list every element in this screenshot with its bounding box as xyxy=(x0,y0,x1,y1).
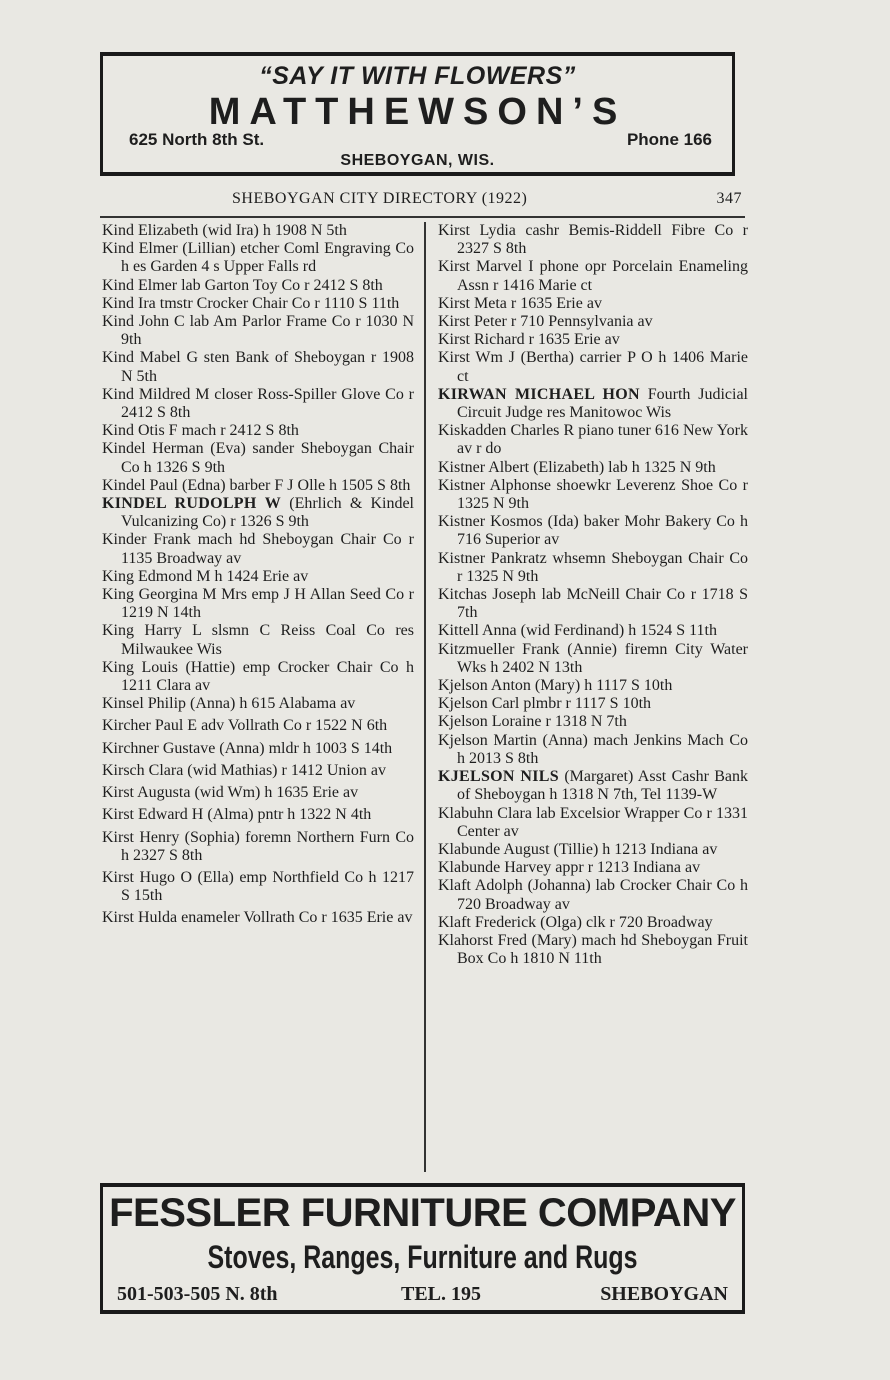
directory-entry xyxy=(102,622,414,658)
column-divider xyxy=(424,222,426,1172)
directory-entry xyxy=(438,258,748,294)
directory-entry xyxy=(102,277,414,295)
directory-entry xyxy=(102,313,414,349)
entry-text: Klahorst Fred (Mary) mach hd Sheboygan Fruit Box Co h 1810 N 11th xyxy=(438,931,748,968)
directory-entry xyxy=(438,859,748,877)
entry-text: Kittell Anna (wid Ferdinand) h 1524 S 11th xyxy=(438,622,717,640)
bottom-advertisement xyxy=(100,1183,745,1314)
directory-entry xyxy=(438,805,748,841)
entry-text: Kinder Frank mach hd Sheboygan Chair Co r 1135 Broadway av xyxy=(102,531,414,567)
directory-entry xyxy=(438,677,748,695)
directory-entry xyxy=(102,477,414,495)
entry-text: Kjelson Loraine r 1318 N 7th xyxy=(438,713,627,731)
directory-entry xyxy=(102,659,414,695)
entry-text: Kirst Hugo O (Ella) emp Northfield Co h 1217 S 15th xyxy=(102,868,414,905)
entry-text: Kirchner Gustave (Anna) mldr h 1003 S 14th xyxy=(102,739,393,757)
entry-text: Fourth Judicial Circuit Judge res Manitowoc Wis xyxy=(457,385,748,422)
entry-text: Kirst Richard r 1635 Erie av xyxy=(438,331,620,349)
directory-entry xyxy=(438,713,748,731)
directory-entry xyxy=(438,295,748,313)
right-column xyxy=(438,222,748,968)
entry-text: Kistner Albert (Elizabeth) lab h 1325 N 9th xyxy=(438,458,716,476)
entry-text: Kirst Meta r 1635 Erie av xyxy=(438,294,602,312)
entry-text: Kind Ira tmstr Crocker Chair Co r 1110 S 11th xyxy=(102,294,400,312)
ad-address: 625 North 8th St. xyxy=(129,130,265,149)
directory-entry xyxy=(102,440,414,476)
ad-company-name: FESSLER FURNITURE COMPANY xyxy=(109,1191,736,1235)
directory-entry xyxy=(438,932,748,968)
entry-text: Kirst Hulda enameler Vollrath Co r 1635 Erie av xyxy=(102,909,413,927)
directory-entry xyxy=(102,386,414,422)
entry-text: Kind John C lab Am Parlor Frame Co r 1030 N 9th xyxy=(102,313,414,349)
directory-entry xyxy=(102,762,414,780)
directory-entry xyxy=(438,513,748,549)
entry-text: (Margaret) Asst Cashr Bank of Sheboygan h 1318 N 7th, Tel 1139-W xyxy=(457,768,749,804)
entry-text: King Edmond M h 1424 Erie av xyxy=(102,567,309,585)
directory-entry xyxy=(102,349,414,385)
directory-entry xyxy=(438,732,748,768)
entry-text: Kirst Lydia cashr Bemis-Riddell Fibre Co r 2327 S 8th xyxy=(438,222,748,258)
directory-entry xyxy=(438,331,748,349)
entry-text: King Harry L slsmn C Reiss Coal Co res Milwaukee Wis xyxy=(102,622,414,658)
directory-entry xyxy=(102,495,414,531)
ad-city: SHEBOYGAN, WIS. xyxy=(340,152,495,169)
entry-text: (Ehrlich & Kindel Vulcanizing Co) r 1326 S 9th xyxy=(121,495,414,531)
entry-text: Kind Elizabeth (wid Ira) h 1908 N 5th xyxy=(102,222,347,239)
directory-entry xyxy=(102,740,414,758)
directory-entry xyxy=(438,349,748,385)
entry-text: Kirst Marvel I phone opr Porcelain Enameling Assn r 1416 Marie ct xyxy=(438,258,748,294)
top-advertisement xyxy=(100,52,735,176)
entry-text: Klabunde Harvey appr r 1213 Indiana av xyxy=(438,859,701,877)
entry-text: Klaft Frederick (Olga) clk r 720 Broadway xyxy=(438,913,713,931)
directory-entry xyxy=(438,422,748,458)
entry-text: Kirst Peter r 710 Pennsylvania av xyxy=(438,313,653,331)
directory-entry xyxy=(102,222,414,240)
directory-entry xyxy=(438,877,748,913)
directory-entry xyxy=(102,295,414,313)
directory-entry xyxy=(102,531,414,567)
left-column xyxy=(102,222,414,928)
entry-text: Kind Elmer lab Garton Toy Co r 2412 S 8th xyxy=(102,276,383,294)
ad-slogan: “SAY IT WITH FLOWERS” xyxy=(259,62,576,90)
directory-entry xyxy=(438,914,748,932)
entry-text: Kirst Henry (Sophia) foremn Northern Furn Co h 2327 S 8th xyxy=(102,828,414,864)
directory-entry xyxy=(102,784,414,802)
entry-text: Kiskadden Charles R piano tuner 616 New York av r do xyxy=(438,422,748,458)
directory-title: SHEBOYGAN CITY DIRECTORY (1922) xyxy=(232,190,528,207)
ad-products: Stoves, Ranges, Furniture and Rugs xyxy=(207,1239,638,1275)
directory-entry xyxy=(102,909,414,927)
directory-entry xyxy=(438,768,748,804)
entry-text: Kistner Kosmos (Ida) baker Mohr Bakery Co h 716 Superior av xyxy=(438,513,748,549)
ad-phone: Phone 166 xyxy=(626,130,712,149)
ad-city: SHEBOYGAN xyxy=(600,1283,728,1305)
entry-bold-name: KIRWAN MICHAEL HON xyxy=(438,385,640,403)
directory-entry xyxy=(438,550,748,586)
directory-entry xyxy=(438,386,748,422)
entry-text: Klaft Adolph (Johanna) lab Crocker Chair Co h 720 Broadway av xyxy=(438,877,748,913)
entry-text: Kitzmueller Frank (Annie) firemn City Water Wks h 2402 N 13th xyxy=(438,640,748,676)
directory-entry xyxy=(438,586,748,622)
entry-text: Kind Elmer (Lillian) etcher Coml Engraving Co h es Garden 4 s Upper Falls rd xyxy=(102,240,414,276)
entry-text: Kirsch Clara (wid Mathias) r 1412 Union av xyxy=(102,761,386,779)
ad-brand-name: MATTHEWSON’S xyxy=(208,91,627,133)
entry-bold-name: KJELSON NILS xyxy=(438,768,559,786)
directory-entry xyxy=(438,313,748,331)
directory-entry xyxy=(102,869,414,905)
directory-entry xyxy=(438,695,748,713)
directory-entry xyxy=(438,222,748,258)
entry-text: Kind Otis F mach r 2412 S 8th xyxy=(102,422,299,440)
directory-entry xyxy=(102,695,414,713)
entry-text: Klabunde August (Tillie) h 1213 Indiana av xyxy=(438,840,718,858)
entry-text: Kind Mabel G sten Bank of Sheboygan r 1908 N 5th xyxy=(102,349,414,385)
directory-entry xyxy=(102,717,414,735)
ad-address: 501-503-505 N. 8th xyxy=(117,1283,278,1305)
directory-entry xyxy=(102,568,414,586)
directory-entry xyxy=(102,240,414,276)
directory-entry xyxy=(102,829,414,865)
entry-text: Kircher Paul E adv Vollrath Co r 1522 N 6th xyxy=(102,717,388,735)
directory-entry xyxy=(438,641,748,677)
directory-entry xyxy=(438,622,748,640)
directory-entry xyxy=(102,586,414,622)
entry-text: King Georgina M Mrs emp J H Allan Seed Co r 1219 N 14th xyxy=(102,586,414,622)
directory-entry xyxy=(438,459,748,477)
entry-text: Kistner Pankratz whsemn Sheboygan Chair Co r 1325 N 9th xyxy=(438,549,748,585)
header-divider xyxy=(100,216,745,218)
entry-text: Kind Mildred M closer Ross-Spiller Glove Co r 2412 S 8th xyxy=(102,385,414,422)
entry-text: Kirst Edward H (Alma) pntr h 1322 N 4th xyxy=(102,806,372,824)
directory-entry xyxy=(102,422,414,440)
entry-text: Kirst Augusta (wid Wm) h 1635 Erie av xyxy=(102,784,359,802)
entry-text: Kjelson Carl plmbr r 1117 S 10th xyxy=(438,695,652,713)
entry-text: Kitchas Joseph lab McNeill Chair Co r 1718 S 7th xyxy=(438,586,748,622)
directory-entry xyxy=(102,806,414,824)
entry-text: Kirst Wm J (Bertha) carrier P O h 1406 Marie ct xyxy=(438,349,748,385)
entry-text: Kindel Paul (Edna) barber F J Olle h 1505 S 8th xyxy=(102,476,411,494)
entry-text: Kjelson Martin (Anna) mach Jenkins Mach Co h 2013 S 8th xyxy=(438,731,748,767)
entry-text: Kindel Herman (Eva) sander Sheboygan Chair Co h 1326 S 9th xyxy=(102,440,414,476)
entry-text: King Louis (Hattie) emp Crocker Chair Co h 1211 Clara av xyxy=(102,658,414,695)
entry-text: Kistner Alphonse shoewkr Leverenz Shoe Co r 1325 N 9th xyxy=(438,476,748,513)
entry-bold-name: KINDEL RUDOLPH W xyxy=(102,495,282,513)
entry-text: Kjelson Anton (Mary) h 1117 S 10th xyxy=(438,677,673,695)
entry-text: Klabuhn Clara lab Excelsior Wrapper Co r 1331 Center av xyxy=(438,804,748,840)
directory-entry xyxy=(438,841,748,859)
entry-text: Kinsel Philip (Anna) h 615 Alabama av xyxy=(102,695,356,713)
ad-telephone: TEL. 195 xyxy=(401,1283,482,1305)
page-number: 347 xyxy=(716,190,742,207)
directory-entry xyxy=(438,477,748,513)
